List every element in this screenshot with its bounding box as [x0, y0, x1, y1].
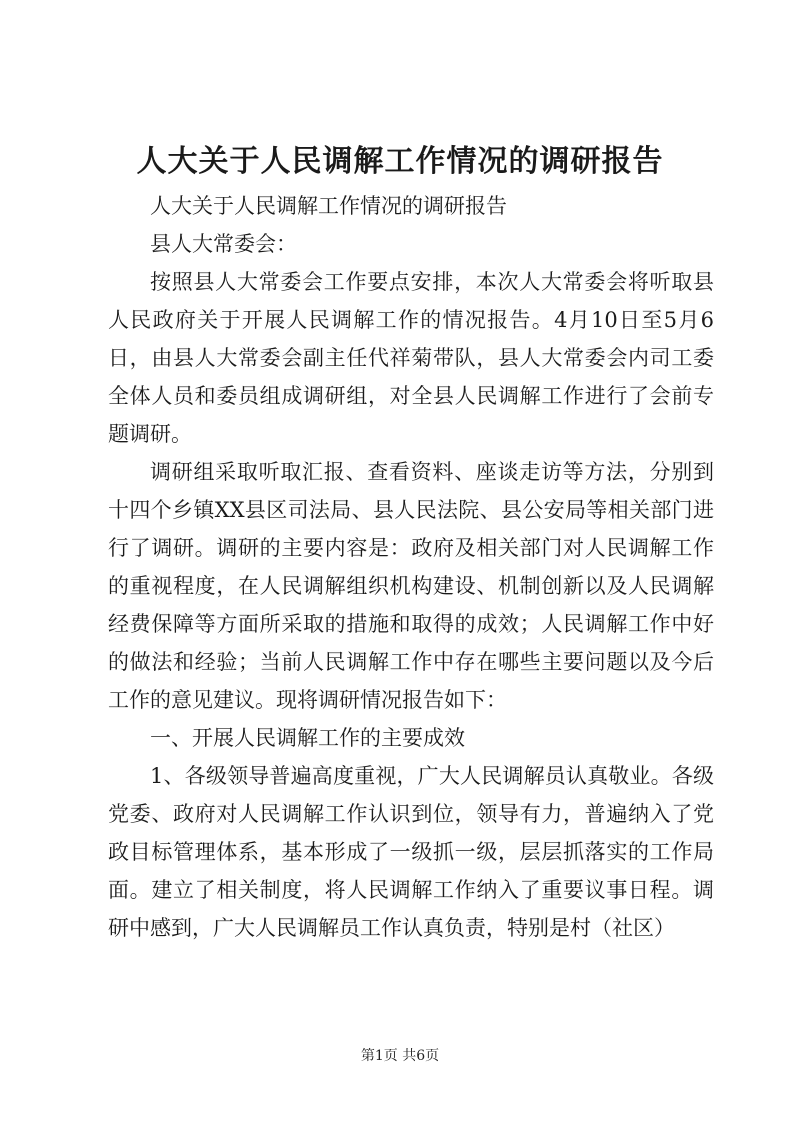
document-body	[108, 187, 714, 947]
body-paragraph: 调研组采取听取汇报、查看资料、座谈走访等方法，分别到十四个乡镇XX县区司法局、县人民法院、县公安局等相关部门进行了调研。调研的主要内容是：政府及相关部门对人民调解工作的重视程度，在人民调解组织机构建设、机制创新以及人民调解经费保障等方面所采取的措施和取得的成效；人民调解工作中好的做法和经验；当前人民调解工作中存在哪些主要问题以及今后工作的意见建议。现将调研情况报告如下：	[108, 460, 714, 712]
section-heading: 一、开展人民调解工作的主要成效	[150, 726, 465, 750]
subtitle-paragraph: 人大关于人民调解工作情况的调研报告	[150, 194, 507, 218]
salutation-paragraph: 县人大常委会：	[150, 232, 297, 256]
document-title: 人大关于人民调解工作情况的调研报告	[136, 144, 664, 179]
body-paragraph: 按照县人大常委会工作要点安排，本次人大常委会将听取县人民政府关于开展人民调解工作的情况报告。4月10日至5月6日，由县人大常委会副主任代祥菊带队，县人大常委会内司工委全体人员和委员组成调研组，对全县人民调解工作进行了会前专题调研。	[108, 270, 714, 446]
body-paragraph: 1、各级领导普遍高度重视，广大人民调解员认真敬业。各级党委、政府对人民调解工作认识到位，领导有力，普遍纳入了党政目标管理体系，基本形成了一级抓一级，层层抓落实的工作局面。建立了相关制度，将人民调解工作纳入了重要议事日程。调研中感到，广大人民调解员工作认真负责，特别是村（社区）	[108, 764, 714, 940]
page-number-footer: 第1页 共6页	[360, 1048, 440, 1064]
